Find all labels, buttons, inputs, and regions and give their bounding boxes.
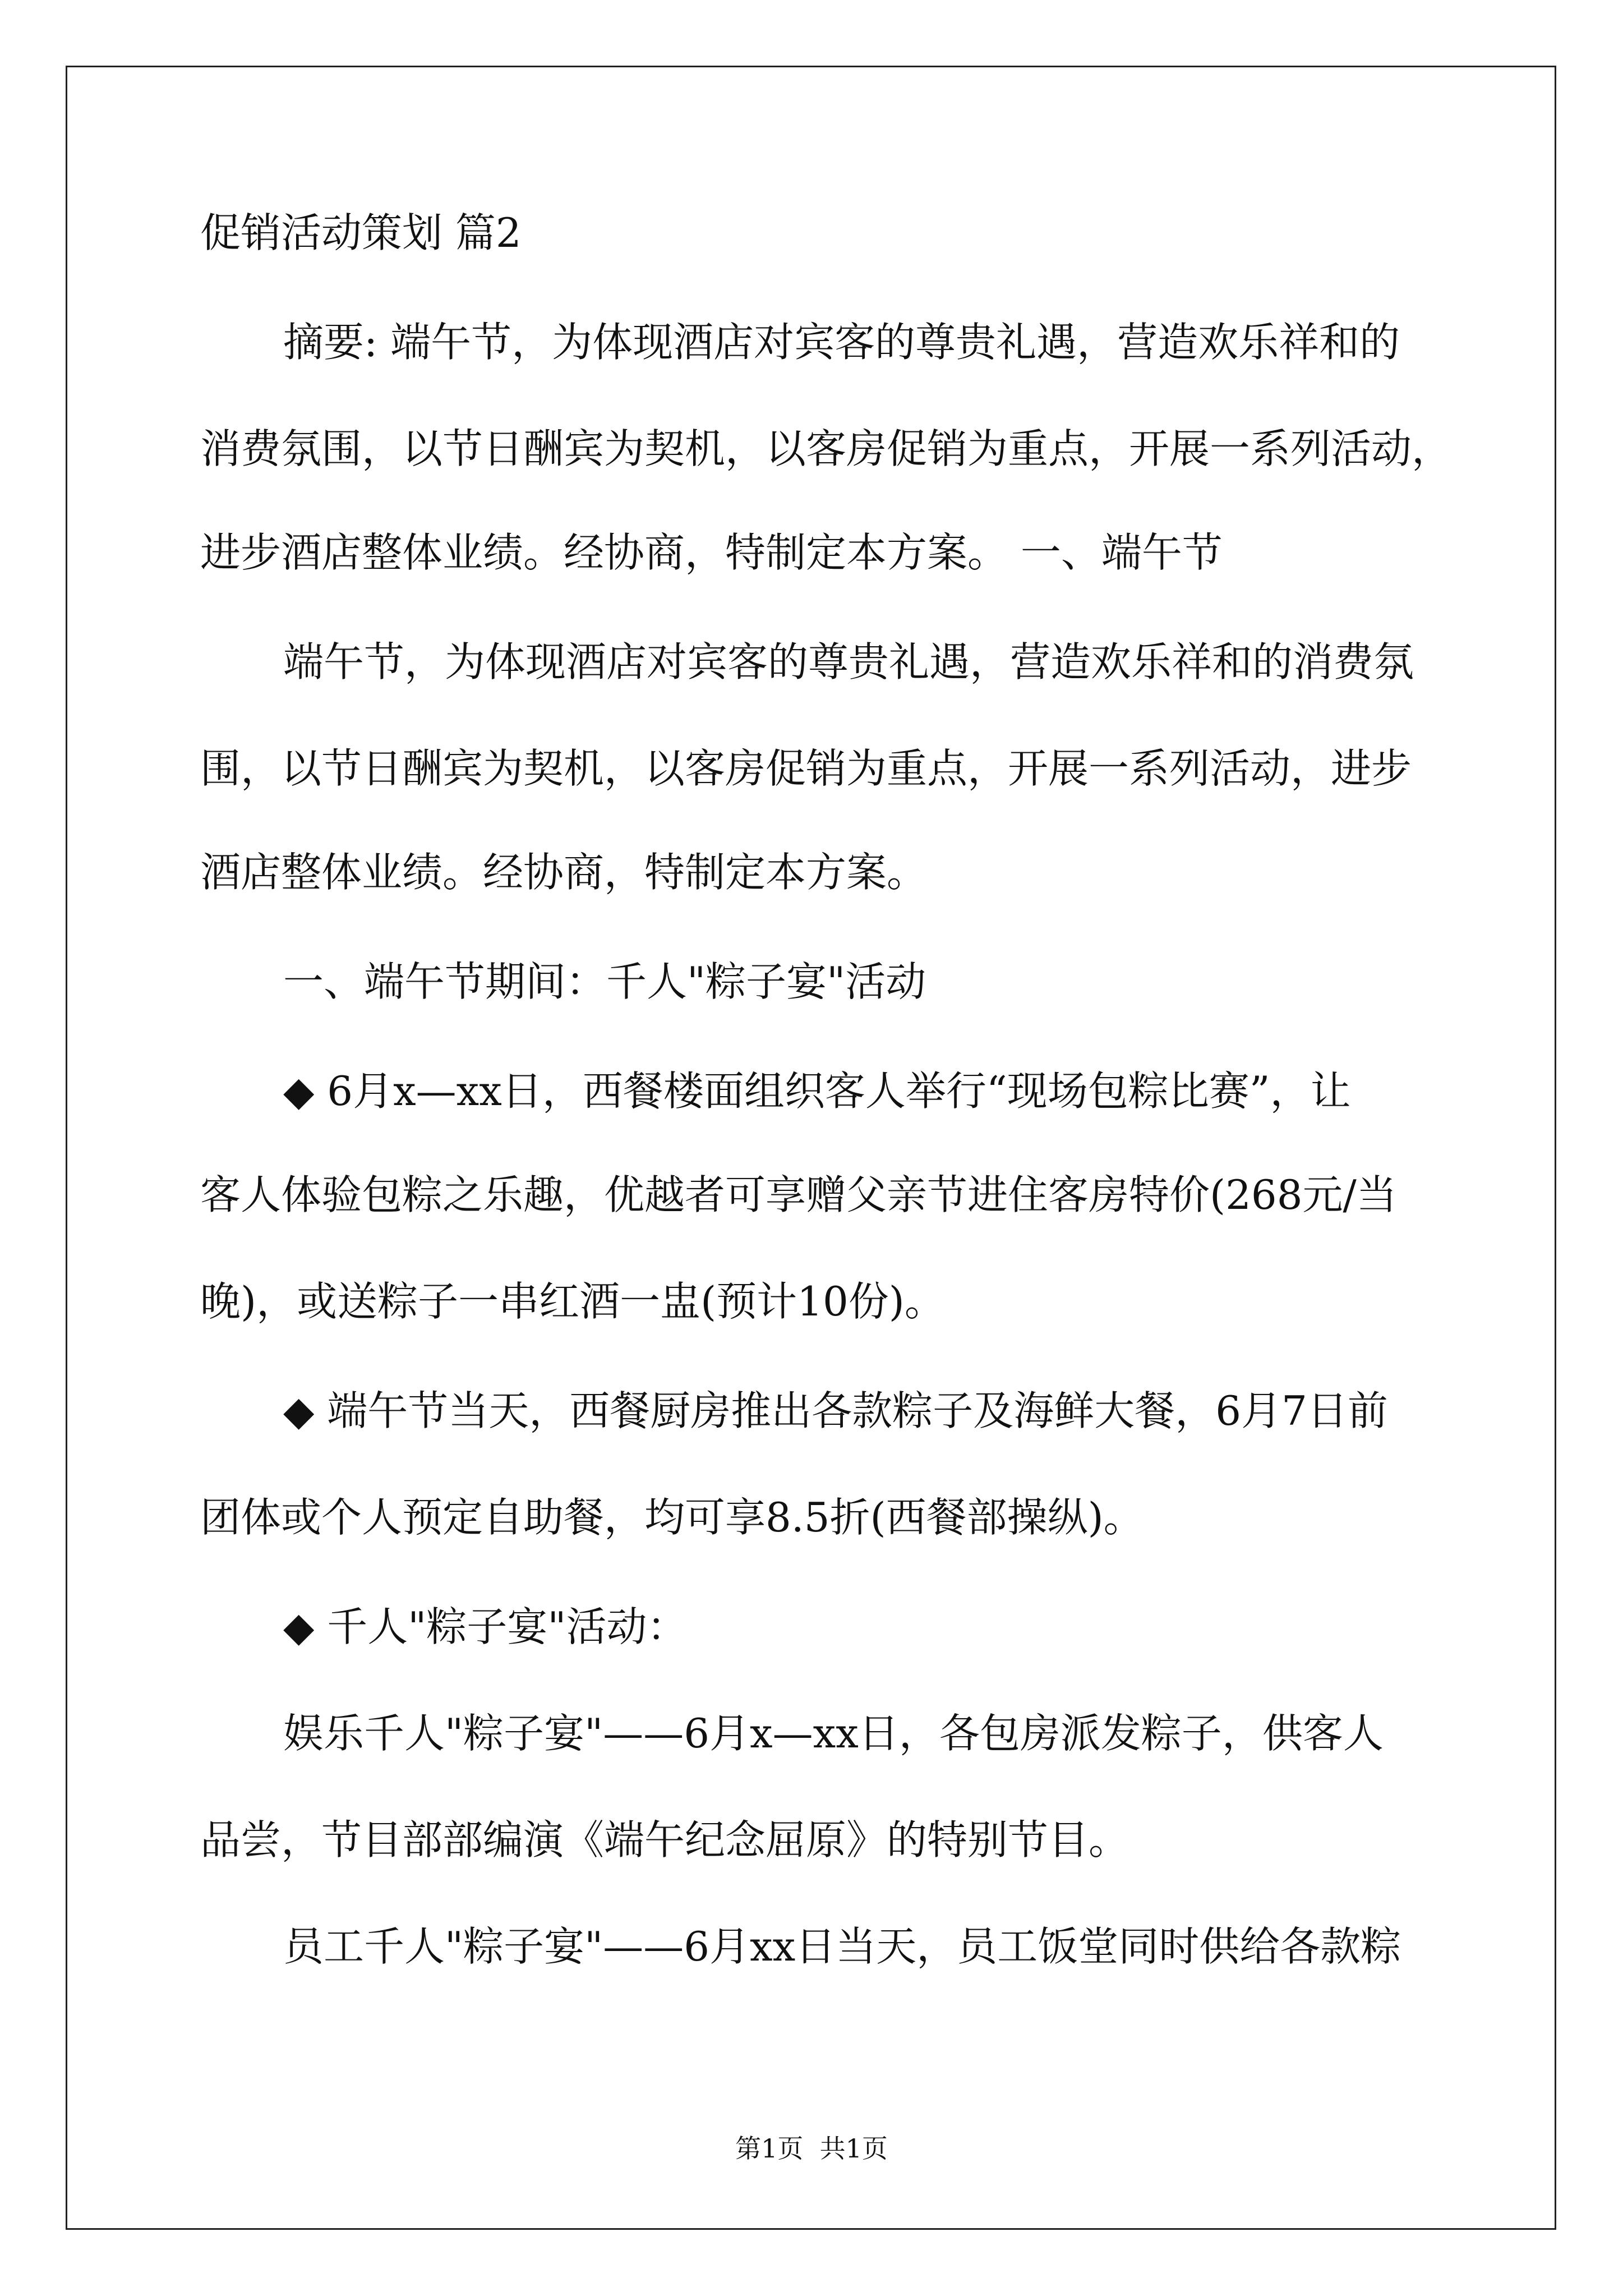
paragraph-line: 晚)，或送粽子一串红酒一盅(预计10份)。 [200,1278,945,1325]
abstract-line: 进步酒店整体业绩。经协商，特制定本方案。 一、端午节 [200,529,1223,576]
page-footer: 第1页 共1页 [735,2133,888,2164]
bullet-line: ◆ 千人"粽子宴"活动： [283,1603,688,1650]
paragraph-line: 围，以节日酬宾为契机，以客房促销为重点，开展一系列活动，进步 [200,745,1412,792]
abstract-line: 消费氛围，以节日酬宾为契机，以客房促销为重点，开展一系列活动， [200,425,1453,472]
paragraph-line: 品尝，节目部部编演《端午纪念屈原》的特别节目。 [200,1816,1129,1864]
paragraph-line: 娱乐千人"粽子宴"——6月x—xx日，各包房派发粽子，供客人 [283,1710,1384,1757]
document-title: 促销活动策划 篇2 [200,209,522,256]
section-heading: 一、端午节期间：千人"粽子宴"活动 [283,958,926,1005]
paragraph-line: 端午节，为体现酒店对宾客的尊贵礼遇，营造欢乐祥和的消费氛 [283,638,1414,685]
page-border [66,66,1556,2230]
abstract-line: 摘要: 端午节，为体现酒店对宾客的尊贵礼遇，营造欢乐祥和的 [283,319,1400,366]
paragraph-line: 客人体验包粽之乐趣，优越者可享赠父亲节进住客房特价(268元/当 [200,1171,1397,1218]
paragraph-line: 团体或个人预定自助餐，均可享8.5折(西餐部操纵)。 [200,1494,1144,1541]
paragraph-line: 员工千人"粽子宴"——6月xx日当天，员工饭堂同时供给各款粽 [283,1923,1401,1970]
bullet-line: ◆ 端午节当天，西餐厨房推出各款粽子及海鲜大餐，6月7日前 [283,1387,1388,1434]
paragraph-line: 酒店整体业绩。经协商，特制定本方案。 [200,849,928,896]
bullet-line: ◆ 6月x—xx日，西餐楼面组织客人举行“现场包粽比赛”，让 [283,1068,1351,1115]
